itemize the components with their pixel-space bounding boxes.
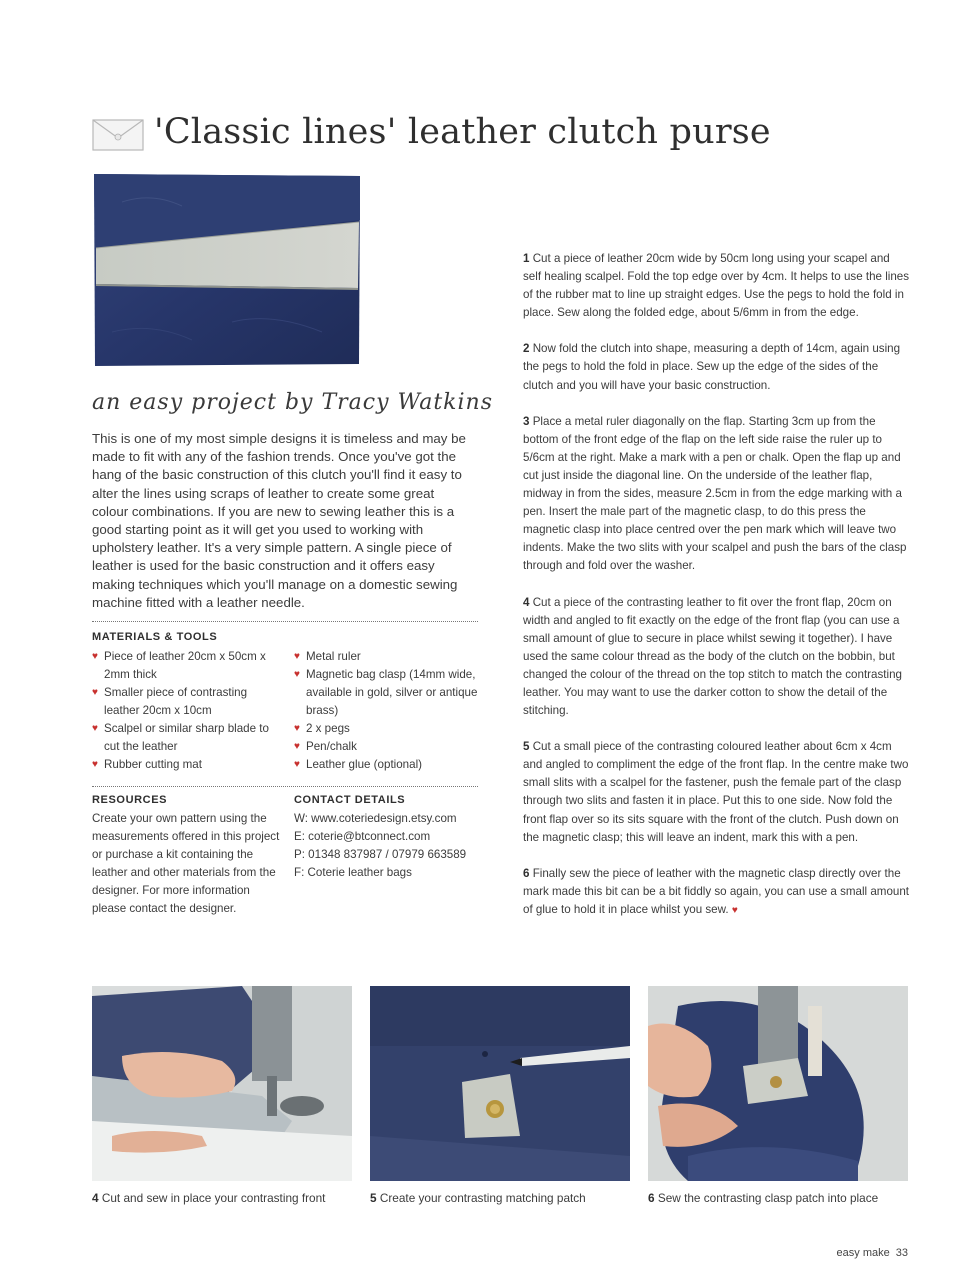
magazine-name: easy make: [836, 1247, 890, 1259]
list-item: ♥ Scalpel or similar sharp blade to cut the leather: [92, 722, 269, 753]
intro-paragraph: This is one of my most simple designs it is timeless and may be made to fit with any of the fashion trends. Once you've got the hang of the basic construction of this clutch you'll find it easy to alter the lines using scraps of leather to create some great colour combinations. If you are new to sewing leather this is a good starting point as it will get you used to working with upholstery leather. It's a very simple pattern. A single piece of leather is used for the basic construction and it offers easy making techniques which you'll manage on a domestic sewing machine fitted with a leather needle.: [92, 431, 466, 610]
resources-text: Create your own pattern using the measurements offered in this project or purchase a kit containing the leather and other materials from the designer. For more information please contact the designer.: [92, 812, 280, 915]
contact-facebook: F: Coterie leather bags: [294, 866, 412, 879]
materials-heading: MATERIALS & TOOLS: [92, 631, 218, 643]
resources-heading: RESOURCES: [92, 794, 168, 806]
caption-step-4: 4 Cut and sew in place your contrasting front: [92, 1191, 326, 1205]
heart-icon: ♥: [294, 741, 300, 752]
heart-icon: ♥: [731, 904, 738, 916]
divider: [92, 786, 478, 787]
page-footer: [837, 1247, 908, 1259]
step-5: 5 Cut a small piece of the contrasting coloured leather about 6cm x 4cm and angled to compliment the edge of the front flap. In the centre make two small slits with a scalpel for the fastener, push the female part of the clasp through two slits and fasten it in place. Put this to one side. Now fold the front flap over so its sits square with the front of the clutch. Push down on the magnetic clasp; this will leave an indent, mark this with a pen.: [523, 740, 909, 844]
title-row: [92, 112, 912, 162]
contact-phone: P: 01348 837987 / 07979 663589: [294, 848, 467, 861]
heart-icon: ♥: [294, 723, 300, 734]
list-item: ♥ Magnetic bag clasp (14mm wide, available in gold, silver or antique brass): [294, 668, 478, 717]
materials-list-1: [92, 648, 282, 774]
photo-step-4: [92, 986, 352, 1181]
contact-website[interactable]: W: www.coteriedesign.etsy.com: [294, 812, 457, 825]
contact-details: [294, 810, 484, 882]
list-item: ♥ 2 x pegs: [294, 720, 484, 738]
heart-icon: ♥: [92, 723, 98, 734]
list-item: ♥ Metal ruler: [294, 648, 484, 666]
instructions: [523, 250, 910, 938]
heart-icon: ♥: [92, 651, 98, 662]
contact-heading: CONTACT DETAILS: [294, 794, 406, 806]
page-number: 33: [895, 1247, 908, 1259]
list-item: ♥ Pen/chalk: [294, 738, 484, 756]
clutch-purse-image: [92, 172, 362, 368]
heart-icon: ♥: [294, 651, 300, 662]
step-6: 6 Finally sew the piece of leather with the magnetic clasp directly over the mark made this bit can be a bit fiddly so again, you can use a small amount of glue to hold it in place whilst you sew. ♥: [523, 866, 910, 916]
step-4: 4 Cut a piece of the contrasting leather to fit over the front flap, 20cm on width and angled to fit exactly on the edge of the front flap (you can use a small amount of glue to secure in place whilst sewing it together). I have used the same colour thread as the body of the clutch on the bobbin, but changed the colour of the thread on the top stitch to match the contrasting leather. You may want to use the darker cotton to show the detail of the stitching.: [523, 595, 902, 718]
list-item: ♥ Leather glue (optional): [294, 756, 484, 774]
list-item: ♥ Piece of leather 20cm x 50cm x 2mm thick: [92, 650, 266, 681]
caption-step-5: 5 Create your contrasting matching patch: [370, 1191, 586, 1205]
step-3: 3 Place a metal ruler diagonally on the flap. Starting 3cm up from the bottom of the front edge of the flap on the left side raise the ruler up to 5/6cm at the right. Make a mark with a pen or chalk. Open the flap up and cut just inside the diagonal line. On the underside of the leather flap, midway in from the sides, measure 2.5cm in from the edge marking with a pen. Insert the male part of the magnetic clasp, to do this press the magnetic clasp into place centred over the pen mark which will leave two indents. Make the two slits with your scalpel and push the bars of the clasp through and fold over the washer.: [523, 414, 907, 573]
envelope-icon: [92, 118, 144, 152]
page-title: 'Classic lines' leather clutch purse: [154, 112, 771, 152]
heart-icon: ♥: [294, 669, 300, 680]
heart-icon: ♥: [294, 759, 300, 770]
contact-email[interactable]: E: coterie@btconnect.com: [294, 830, 431, 843]
byline: an easy project by Tracy Watkins: [92, 390, 494, 415]
step-2: 2 Now fold the clutch into shape, measuring a depth of 14cm, again using the pegs to hold the fold in place. Sew up the edge of the sides of the clutch and you will have your basic construction.: [523, 342, 901, 392]
caption-step-6: 6 Sew the contrasting clasp patch into place: [648, 1191, 879, 1205]
heart-icon: ♥: [92, 759, 98, 770]
materials-list-2: [294, 648, 484, 774]
heart-icon: ♥: [92, 687, 98, 698]
photo-step-5: [370, 986, 630, 1181]
photo-step-6: [648, 986, 908, 1181]
list-item: ♥ Smaller piece of contrasting leather 20cm x 10cm: [92, 686, 248, 717]
divider: [92, 621, 478, 622]
list-item: ♥ Rubber cutting mat: [92, 756, 282, 774]
step-1: 1 Cut a piece of leather 20cm wide by 50cm long using your scapel and self healing scalpel. Fold the top edge over by 4cm. It helps to use the lines of the rubber mat to line up straight edges. Use the pegs to hold the fold in place. Sew along the folded edge, about 5/6mm in from the edge.: [523, 252, 910, 320]
